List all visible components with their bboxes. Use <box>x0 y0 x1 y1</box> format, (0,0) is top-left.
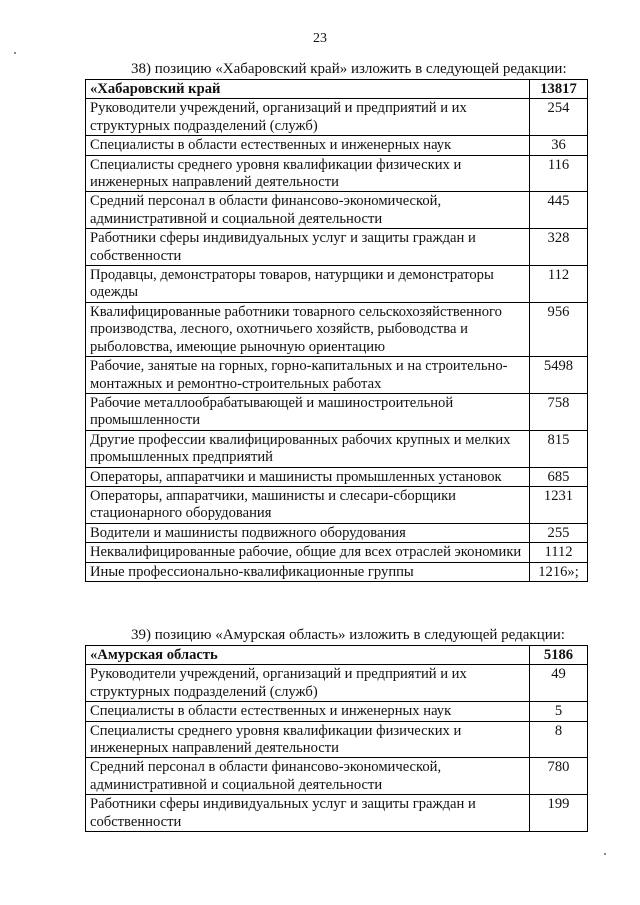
row-value: 1216»; <box>530 562 588 581</box>
region-total: 13817 <box>530 80 588 99</box>
row-label: Квалифицированные работники товарного сельскохозяйственного производства, лесного, охотничьего хозяйств, рыбоводства и рыболовства, имеющие рыночную ориентацию <box>86 302 530 356</box>
row-label: Неквалифицированные рабочие, общие для всех отраслей экономики <box>86 543 530 562</box>
row-label: Продавцы, демонстраторы товаров, натурщики и демонстраторы одежды <box>86 266 530 303</box>
scan-speck <box>604 853 606 855</box>
table-row <box>86 562 588 581</box>
row-label: Средний персонал в области финансово-экономической, административной и социальной деятельности <box>86 758 530 795</box>
row-value: 956 <box>530 302 588 356</box>
table-row <box>86 467 588 486</box>
khabarovsk-table <box>85 79 588 582</box>
table-row <box>86 702 588 721</box>
row-value: 5498 <box>530 357 588 394</box>
row-label: Специалисты в области естественных и инженерных наук <box>86 136 530 155</box>
row-value: 328 <box>530 229 588 266</box>
row-value: 445 <box>530 192 588 229</box>
table-header-row <box>86 646 588 665</box>
region-total: 5186 <box>530 646 588 665</box>
section-39-intro: 39) позицию «Амурская область» изложить в следующей редакции: <box>131 627 565 643</box>
row-label: Специалисты среднего уровня квалификации физических и инженерных направлений деятельности <box>86 155 530 192</box>
table-row <box>86 543 588 562</box>
row-label: Иные профессионально-квалификационные группы <box>86 562 530 581</box>
table-row <box>86 155 588 192</box>
row-label: Водители и машинисты подвижного оборудования <box>86 523 530 542</box>
table-row <box>86 430 588 467</box>
row-value: 49 <box>530 665 588 702</box>
table-row <box>86 486 588 523</box>
region-name: «Хабаровский край <box>86 80 530 99</box>
row-value: 780 <box>530 758 588 795</box>
row-value: 8 <box>530 721 588 758</box>
table-row <box>86 795 588 832</box>
row-label: Операторы, аппаратчики, машинисты и слесари-сборщики стационарного оборудования <box>86 486 530 523</box>
row-value: 1231 <box>530 486 588 523</box>
row-label: Работники сферы индивидуальных услуг и защиты граждан и собственности <box>86 795 530 832</box>
row-label: Рабочие, занятые на горных, горно-капитальных и на строительно-монтажных и ремонтно-строительных работах <box>86 357 530 394</box>
row-value: 255 <box>530 523 588 542</box>
table-row <box>86 99 588 136</box>
table-header-row <box>86 80 588 99</box>
row-label: Операторы, аппаратчики и машинисты промышленных установок <box>86 467 530 486</box>
row-value: 1112 <box>530 543 588 562</box>
table-row <box>86 665 588 702</box>
row-value: 36 <box>530 136 588 155</box>
table-row <box>86 357 588 394</box>
amur-table <box>85 645 588 832</box>
row-value: 199 <box>530 795 588 832</box>
row-value: 685 <box>530 467 588 486</box>
row-label: Специалисты в области естественных и инженерных наук <box>86 702 530 721</box>
table-row <box>86 136 588 155</box>
row-label: Рабочие металлообрабатывающей и машиностроительной промышленности <box>86 393 530 430</box>
table-row <box>86 192 588 229</box>
row-value: 758 <box>530 393 588 430</box>
table-row <box>86 266 588 303</box>
table-row <box>86 523 588 542</box>
table-row <box>86 229 588 266</box>
row-label: Работники сферы индивидуальных услуг и защиты граждан и собственности <box>86 229 530 266</box>
table-row <box>86 302 588 356</box>
row-label: Специалисты среднего уровня квалификации физических и инженерных направлений деятельности <box>86 721 530 758</box>
row-value: 112 <box>530 266 588 303</box>
row-label: Средний персонал в области финансово-экономической, административной и социальной деятельности <box>86 192 530 229</box>
row-label: Руководители учреждений, организаций и предприятий и их структурных подразделений (служб) <box>86 665 530 702</box>
row-label: Руководители учреждений, организаций и предприятий и их структурных подразделений (служб) <box>86 99 530 136</box>
row-label: Другие профессии квалифицированных рабочих крупных и мелких промышленных предприятий <box>86 430 530 467</box>
row-value: 5 <box>530 702 588 721</box>
row-value: 254 <box>530 99 588 136</box>
section-38-intro: 38) позицию «Хабаровский край» изложить в следующей редакции: <box>131 61 567 77</box>
row-value: 116 <box>530 155 588 192</box>
table-row <box>86 721 588 758</box>
row-value: 815 <box>530 430 588 467</box>
scan-speck <box>14 52 16 54</box>
region-name: «Амурская область <box>86 646 530 665</box>
table-row <box>86 758 588 795</box>
page-number: 23 <box>313 31 327 46</box>
table-row <box>86 393 588 430</box>
